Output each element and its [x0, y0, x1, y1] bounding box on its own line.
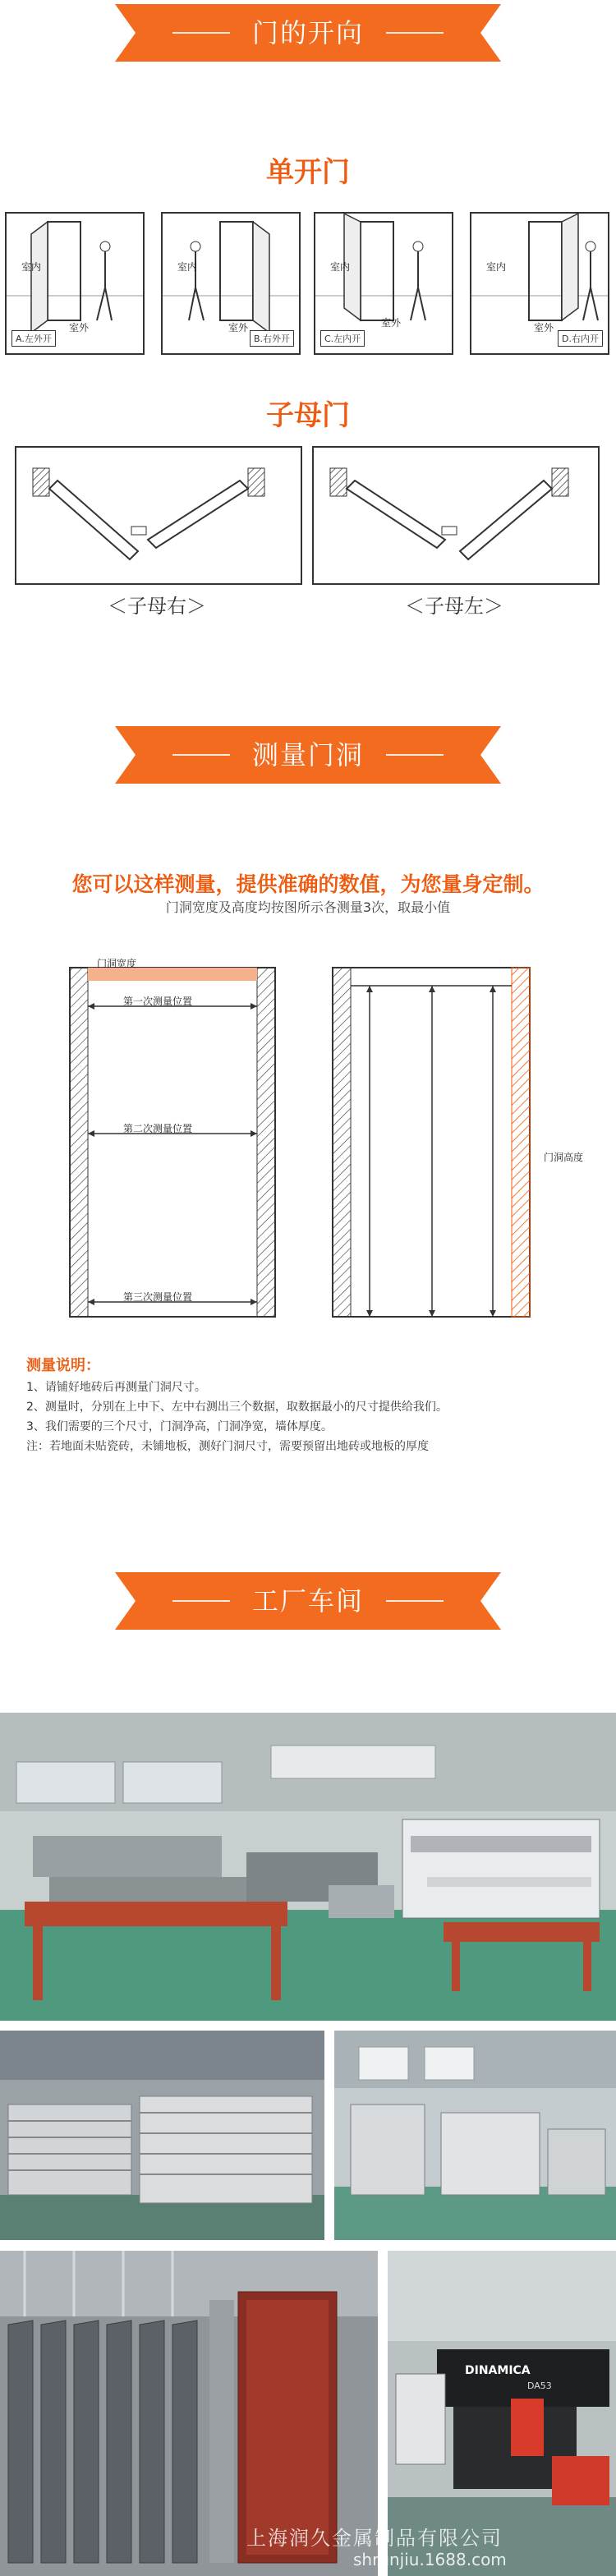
section-banner-factory [115, 1572, 501, 1630]
panel-d-tag: D.右内开 [558, 330, 603, 347]
measure-note-3: 3、我们需要的三个尺寸，门洞净高，门洞净宽，墙体厚度。 [26, 1420, 333, 1433]
section-title-factory: 工厂车间 [251, 1585, 364, 1617]
measure-headline: 您可以这样测量，提供准确的数值，为您量身定制。 [71, 872, 545, 896]
section-banner-measure [115, 726, 501, 784]
door-width-label: 门洞宽度 [97, 958, 137, 969]
factory-photo-workshop [334, 2031, 616, 2240]
mother-left-caption: ＜子母左＞ [405, 595, 503, 618]
machine-model: DA53 [527, 2380, 552, 2391]
section-title-measure: 测量门洞 [251, 739, 364, 770]
single-door-panel-d [470, 212, 609, 355]
door-height-label: 门洞高度 [544, 1152, 584, 1163]
measure-position-2: 第二次测量位置 [123, 1123, 193, 1134]
machine-brand: DINAMICA [465, 2364, 531, 2377]
factory-photo-stacks [0, 2031, 324, 2240]
panel-b-out: 室外 [228, 322, 249, 334]
panel-a-in: 室内 [21, 261, 42, 273]
single-door-title: 单开门 [266, 156, 350, 189]
measure-notes-title: 测量说明： [26, 1357, 100, 1374]
single-door-panel-b [161, 212, 301, 355]
panel-a-tag: A.左外开 [11, 330, 56, 347]
section-title-direction: 门的开向 [251, 17, 364, 48]
panel-d-in: 室内 [486, 261, 507, 273]
factory-photo-main-art [0, 1713, 616, 2021]
panel-c-in: 室内 [330, 261, 351, 273]
mother-right-caption: ＜子母右＞ [108, 595, 206, 618]
mother-door-panel-right [15, 446, 302, 585]
measure-note-4: 注：若地面未贴瓷砖，未铺地板，测好门洞尺寸，需要预留出地砖或地板的厚度 [26, 1440, 429, 1453]
measure-position-1: 第一次测量位置 [123, 996, 193, 1007]
section-banner-direction [115, 4, 501, 62]
panel-d-out: 室外 [534, 322, 554, 334]
mother-door-panel-left [312, 446, 600, 585]
factory-photo-main [0, 1713, 616, 2021]
panel-c-out: 室外 [381, 317, 402, 329]
measure-note-2: 2、测量时，分别在上中下、左中右测出三个数据，取数据最小的尺寸提供给我们。 [26, 1401, 448, 1414]
mother-door-diagram-right [16, 448, 301, 583]
panel-b-in: 室内 [177, 261, 198, 273]
panel-a-out: 室外 [69, 322, 90, 334]
measure-note-1: 1、请铺好地砖后再测量门洞尺寸。 [26, 1381, 206, 1394]
panel-c-tag: C.左内开 [320, 330, 365, 347]
single-door-panel-a [5, 212, 145, 355]
panel-b-tag: B.右外开 [250, 330, 294, 347]
factory-photo-workshop-art [334, 2031, 616, 2240]
measure-subline: 门洞宽度及高度均按图所示各测量3次，取最小值 [165, 899, 451, 915]
mother-door-diagram-left [314, 448, 598, 583]
single-door-panel-c [314, 212, 453, 355]
watermark-url: shrunjiu.1688.com [353, 2550, 507, 2569]
mother-door-title: 子母门 [266, 399, 350, 432]
watermark-company: 上海润久金属制品有限公司 [246, 2527, 503, 2550]
measure-position-3: 第三次测量位置 [123, 1291, 193, 1303]
factory-photo-stacks-art [0, 2031, 324, 2240]
